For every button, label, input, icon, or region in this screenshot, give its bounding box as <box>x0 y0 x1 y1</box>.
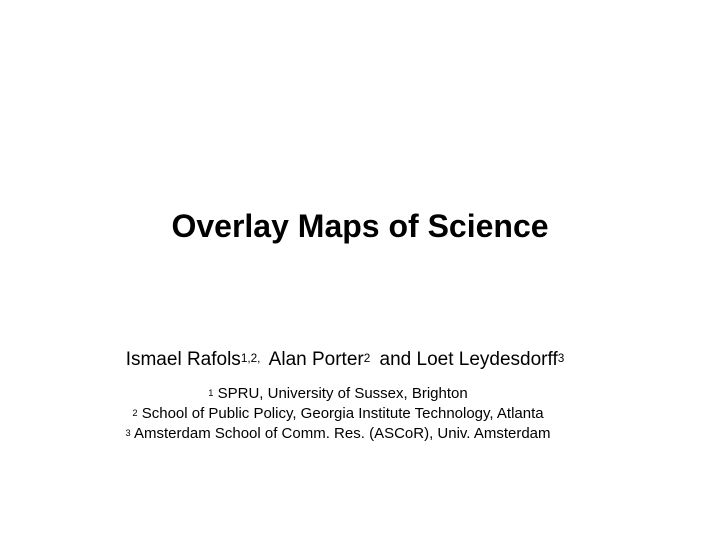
affiliation-superscript: 1 <box>208 388 214 398</box>
affiliations <box>0 384 676 444</box>
affiliation-text: SPRU, University of Sussex, Brighton <box>217 385 468 402</box>
affiliation-line <box>0 384 676 404</box>
slide-title: Overlay Maps of Science <box>171 208 549 244</box>
author-line <box>0 347 690 373</box>
affiliation-line <box>0 404 676 424</box>
affiliation-text: Amsterdam School of Comm. Res. (ASCoR), Univ. Amsterdam <box>134 425 551 442</box>
author-name: Alan Porter <box>268 349 364 370</box>
affiliation-text: School of Public Policy, Georgia Institute Technology, Atlanta <box>141 405 544 422</box>
affiliation-superscript: 2 <box>132 408 138 418</box>
affiliation-line <box>0 424 676 444</box>
author-superscript: 1,2, <box>240 352 261 365</box>
author-name: Ismael Rafols <box>125 349 241 370</box>
author-superscript: 2 <box>363 352 371 365</box>
author-superscript: 3 <box>557 352 565 365</box>
affiliation-superscript: 3 <box>125 428 131 438</box>
author-name: and Loet Leydesdorff <box>379 349 558 370</box>
